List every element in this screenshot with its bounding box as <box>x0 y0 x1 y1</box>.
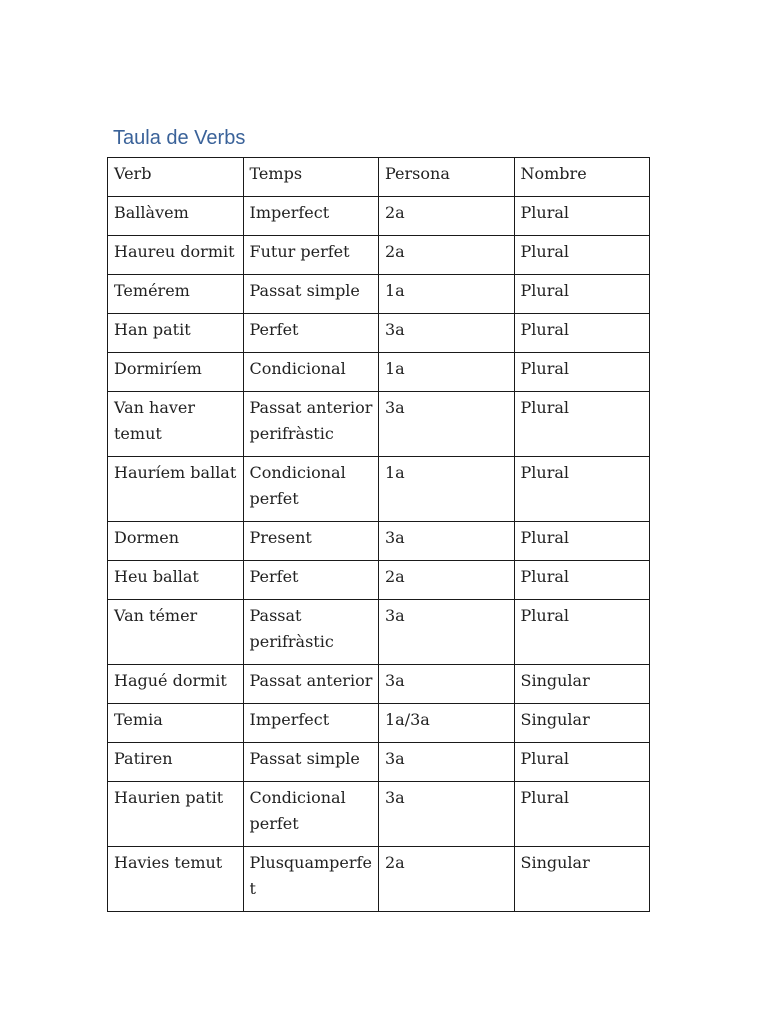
table-cell: Passat perifràstic <box>243 600 379 665</box>
header-cell-persona: Persona <box>379 158 515 197</box>
table-cell: Haureu dormit <box>108 236 244 275</box>
table-cell: Hauríem ballat <box>108 457 244 522</box>
header-cell-verb: Verb <box>108 158 244 197</box>
table-row <box>108 522 650 561</box>
table-row <box>108 704 650 743</box>
table-cell: Condicional perfet <box>243 782 379 847</box>
header-cell-nombre: Nombre <box>514 158 650 197</box>
table-cell: Plural <box>514 782 650 847</box>
table-cell: Plural <box>514 743 650 782</box>
table-row <box>108 600 650 665</box>
table-row <box>108 314 650 353</box>
table-cell: Futur perfet <box>243 236 379 275</box>
table-row <box>108 847 650 912</box>
table-cell: Plural <box>514 522 650 561</box>
table-cell: Havies temut <box>108 847 244 912</box>
table-cell: Plural <box>514 561 650 600</box>
table-cell: Dormen <box>108 522 244 561</box>
table-row <box>108 392 650 457</box>
document-title: Taula de Verbs <box>113 127 246 149</box>
table-cell: Hagué dormit <box>108 665 244 704</box>
table-cell: Plural <box>514 353 650 392</box>
table-cell: 3a <box>379 665 515 704</box>
table-cell: 1a <box>379 353 515 392</box>
table-cell: 3a <box>379 600 515 665</box>
table-row <box>108 665 650 704</box>
table-row <box>108 353 650 392</box>
table-cell: Haurien patit <box>108 782 244 847</box>
table-cell: Temérem <box>108 275 244 314</box>
header-cell-temps: Temps <box>243 158 379 197</box>
table-cell: Temia <box>108 704 244 743</box>
table-cell: Plural <box>514 197 650 236</box>
table-cell: Condicional <box>243 353 379 392</box>
table-cell: Singular <box>514 665 650 704</box>
table-cell: Perfet <box>243 314 379 353</box>
table-cell: Dormiríem <box>108 353 244 392</box>
table-cell: Singular <box>514 847 650 912</box>
table-row <box>108 743 650 782</box>
table-row <box>108 236 650 275</box>
table-cell: 1a <box>379 457 515 522</box>
table-cell: 1a <box>379 275 515 314</box>
table-cell: Patiren <box>108 743 244 782</box>
table-cell: Plural <box>514 314 650 353</box>
table-cell: Passat anterior perifràstic <box>243 392 379 457</box>
table-cell: Passat simple <box>243 743 379 782</box>
table-cell: Passat simple <box>243 275 379 314</box>
table-cell: Ballàvem <box>108 197 244 236</box>
table-cell: Plural <box>514 236 650 275</box>
table-cell: 2a <box>379 847 515 912</box>
table-cell: Van témer <box>108 600 244 665</box>
table-cell: Han patit <box>108 314 244 353</box>
table-cell: 3a <box>379 522 515 561</box>
table-cell: Perfet <box>243 561 379 600</box>
table-cell: Present <box>243 522 379 561</box>
table-cell: 2a <box>379 561 515 600</box>
table-cell: Plural <box>514 392 650 457</box>
table-cell: 3a <box>379 782 515 847</box>
table-row <box>108 275 650 314</box>
table-cell: Plural <box>514 275 650 314</box>
table-cell: Plusquamperfet <box>243 847 379 912</box>
table-cell: Imperfect <box>243 704 379 743</box>
table-row <box>108 561 650 600</box>
table-cell: Passat anterior <box>243 665 379 704</box>
table-row <box>108 782 650 847</box>
table-cell: Van haver temut <box>108 392 244 457</box>
table-cell: Condicional perfet <box>243 457 379 522</box>
table-cell: 3a <box>379 314 515 353</box>
table-cell: 3a <box>379 392 515 457</box>
verb-table <box>107 157 650 912</box>
table-cell: Imperfect <box>243 197 379 236</box>
table-cell: Heu ballat <box>108 561 244 600</box>
table-row <box>108 457 650 522</box>
table-cell: Plural <box>514 457 650 522</box>
table-cell: Singular <box>514 704 650 743</box>
table-cell: 2a <box>379 236 515 275</box>
table-header-row <box>108 158 650 197</box>
table-cell: 2a <box>379 197 515 236</box>
table-row <box>108 197 650 236</box>
table-cell: Plural <box>514 600 650 665</box>
table-cell: 3a <box>379 743 515 782</box>
table-cell: 1a/3a <box>379 704 515 743</box>
